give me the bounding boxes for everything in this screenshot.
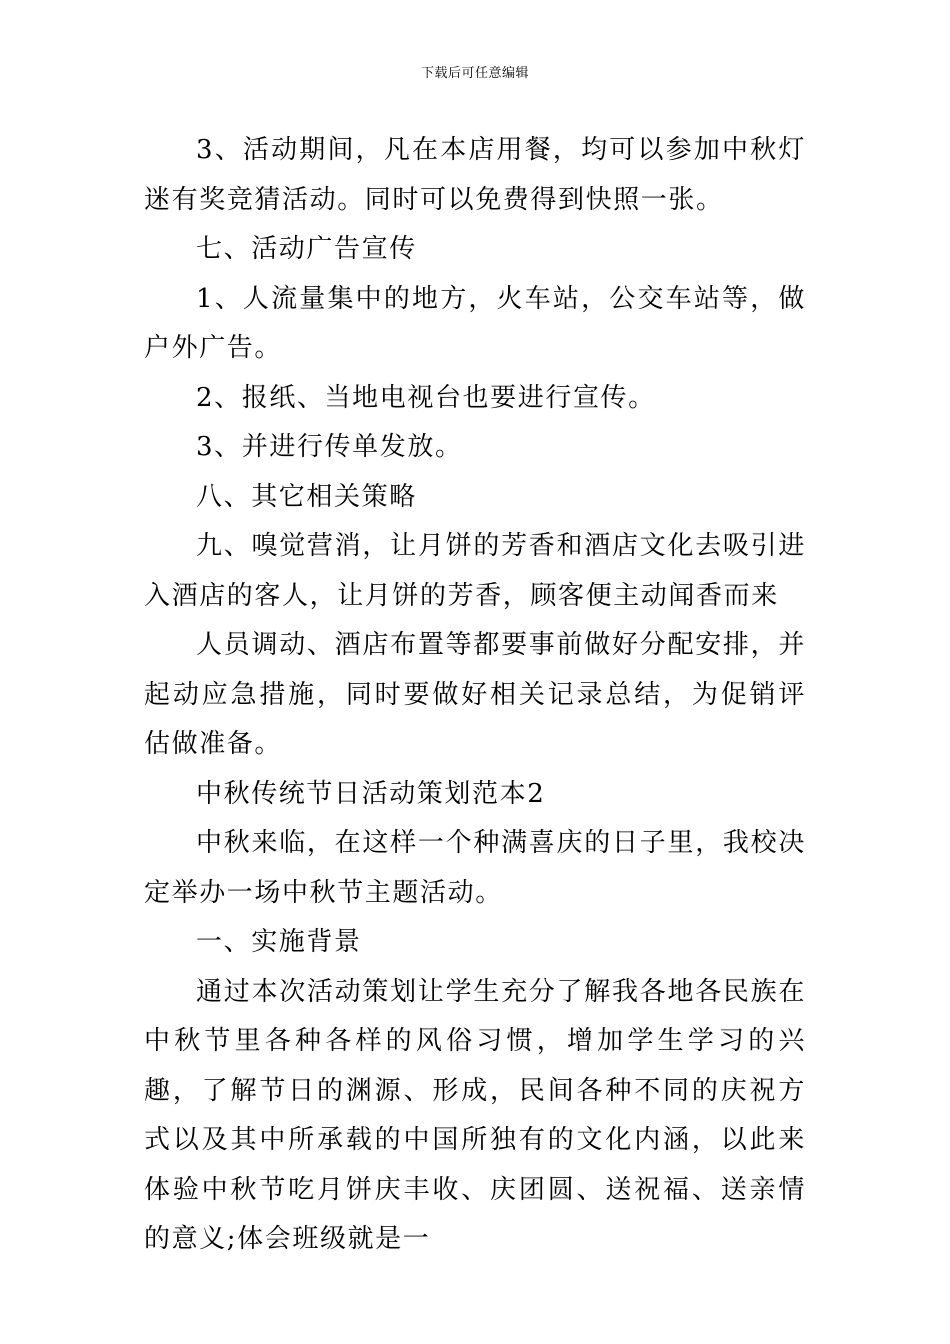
paragraph-background: 通过本次活动策划让学生充分了解我各地各民族在中秋节里各种各样的风俗习惯，增加学生学习的兴趣，了解节日的渊源、形成，民间各种不同的庆祝方式以及其中所承载的中国所独有的文化内涵，以此来体验中秋节吃月饼庆丰收、庆团圆、送祝福、送亲情的意义;体会班级就是一 [144,976,806,1254]
paragraph-section-9: 九、嗅觉营消，让月饼的芳香和酒店文化去吸引进入酒店的客人，让月饼的芳香，顾客便主动闻香而来 [144,531,806,611]
paragraph-ad-item-3: 3、并进行传单发放。 [196,432,463,462]
paragraph-ad-item-2: 2、报纸、当地电视台也要进行宣传。 [196,382,656,413]
paragraph-staffing: 人员调动、酒店布置等都要事前做好分配安排，并起动应急措施，同时要做好相关记录总结，为促销评估做准备。 [144,630,806,759]
paragraph-activity-item-3: 3、活动期间，凡在本店用餐，均可以参加中秋灯迷有奖竞猜活动。同时可以免费得到快照一张。 [144,135,806,215]
document-body [144,126,806,1265]
heading-section-8: 八、其它相关策略 [196,481,417,512]
page-header: 下载后可任意编辑 [420,66,529,81]
heading-template-2: 中秋传统节日活动策划范本2 [196,778,546,809]
heading-section-7: 七、活动广告宣传 [196,234,417,264]
paragraph-intro: 中秋来临，在这样一个种满喜庆的日子里，我校决定举办一场中秋节主题活动。 [144,828,806,908]
paragraph-ad-item-1: 1、人流量集中的地方，火车站，公交车站等，做户外广告。 [144,283,806,363]
heading-background: 一、实施背景 [196,927,362,957]
